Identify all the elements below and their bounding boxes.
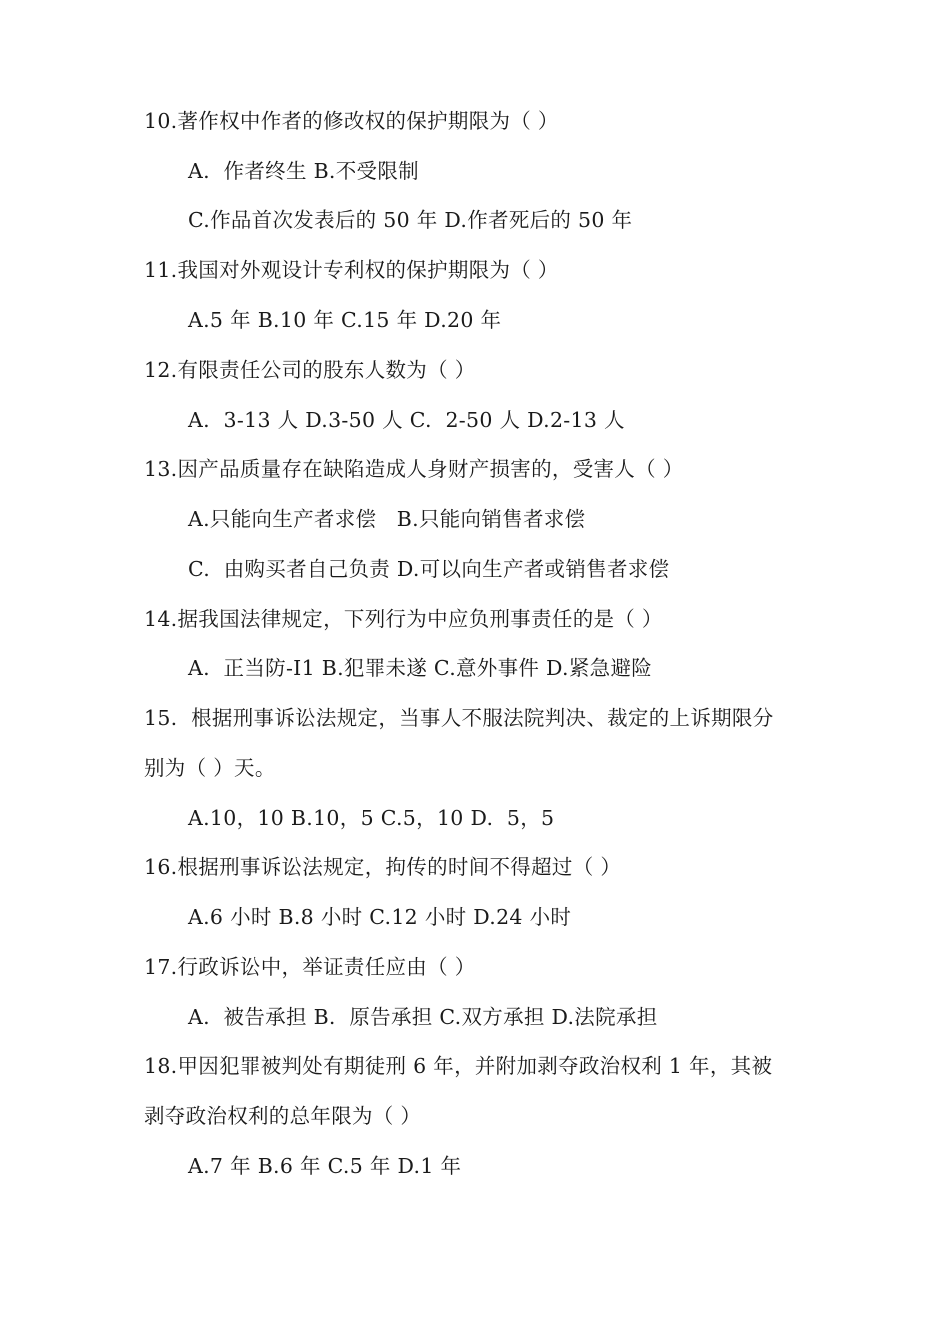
question-10-options-1: A. 作者终生 B.不受限制 (188, 159, 419, 183)
question-14-options: A. 正当防-I1 B.犯罪未遂 C.意外事件 D.紧急避险 (188, 656, 653, 680)
question-13-options-2: C. 由购买者自己负责 D.可以向生产者或销售者求偿 (188, 557, 670, 581)
question-15-stem: 15. 根据刑事诉讼法规定，当事人不服法院判决、裁定的上诉期限分 (144, 706, 774, 730)
question-13-stem: 13.因产品质量存在缺陷造成人身财产损害的，受害人（ ） (144, 457, 684, 481)
question-11-options: A.5 年 B.10 年 C.15 年 D.20 年 (188, 308, 502, 332)
question-12-stem: 12.有限责任公司的股东人数为（ ） (144, 358, 476, 382)
question-12-options: A. 3-13 人 D.3-50 人 C. 2-50 人 D.2-13 人 (188, 408, 625, 432)
question-10-stem: 10.著作权中作者的修改权的保护期限为（ ） (144, 109, 559, 133)
question-15-options: A.10，10 B.10，5 C.5，10 D. 5，5 (188, 806, 555, 830)
question-18-stem-continued: 剥夺政治权利的总年限为（ ） (144, 1104, 422, 1128)
question-14-stem: 14.据我国法律规定，下列行为中应负刑事责任的是（ ） (144, 607, 663, 631)
question-18-options: A.7 年 B.6 年 C.5 年 D.1 年 (188, 1154, 462, 1178)
question-16-options: A.6 小时 B.8 小时 C.12 小时 D.24 小时 (188, 905, 572, 929)
question-13-options-1: A.只能向生产者求偿 B.只能向销售者求偿 (188, 507, 586, 531)
question-15-stem-continued: 别为（ ）天。 (144, 756, 276, 780)
question-11-stem: 11.我国对外观设计专利权的保护期限为（ ） (144, 258, 559, 282)
question-16-stem: 16.根据刑事诉讼法规定，拘传的时间不得超过（ ） (144, 855, 622, 879)
question-17-stem: 17.行政诉讼中，举证责任应由（ ） (144, 955, 476, 979)
question-18-stem: 18.甲因犯罪被判处有期徒刑 6 年，并附加剥夺政治权利 1 年，其被 (144, 1054, 773, 1078)
question-10-options-2: C.作品首次发表后的 50 年 D.作者死后的 50 年 (188, 208, 633, 232)
question-17-options: A. 被告承担 B. 原告承担 C.双方承担 D.法院承担 (188, 1005, 658, 1029)
